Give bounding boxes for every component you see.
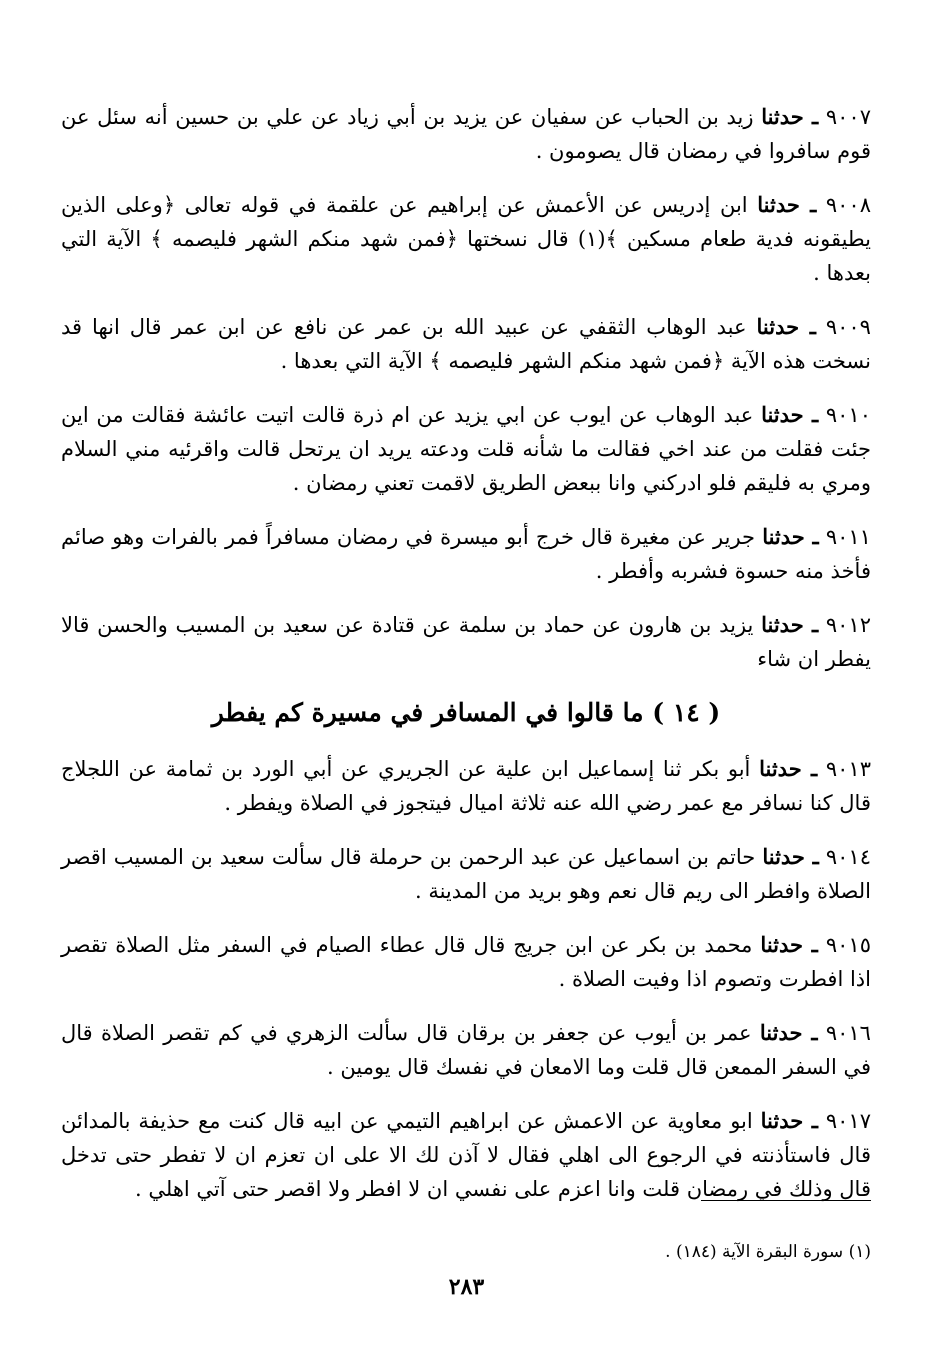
hadith-lead: ـ حدثنا [759,756,818,781]
hadith-9011 [61,520,871,588]
hadith-lead: ـ حدثنا [761,104,819,129]
hadith-number: ٩٠٠٧ [825,105,871,129]
page-number: ٢٨٣ [448,1274,485,1300]
hadith-text: عمر بن أيوب عن جعفر بن برقان قال سألت الزهري في كم تقصر الصلاة قال في السفر الممعن قال قلت وما الامعان في نفسك قال يومين . [61,1021,871,1079]
hadith-number: ٩٠١٦ [825,1021,871,1045]
hadith-9014 [61,840,871,908]
hadith-number: ٩٠١٤ [825,845,871,869]
hadith-text: عبد الوهاب عن ايوب عن ابي يزيد عن ام ذرة قالت اتيت عائشة فقالت من اين جئت فقلت من عند اخي فقالت ما شأنه قلت ودعته يريد ان يرتحل قالت واقرئيه مني السلام ومري به فليقم فلو ادركني وانا ببعض الطريق لاقمت تعني رمضان . [61,403,871,495]
hadith-lead: ـ حدثنا [761,402,819,427]
hadith-text: ابو معاوية عن الاعمش عن ابراهيم التيمي عن ابيه قال كنت مع حذيفة بالمدائن قال فاستأذنته في الرجوع الى اهلي فقال لا آذن لك الا على ان تعزم ان لا تفطر حتى تدخل قال وذلك في رمضان قلت وانا اعزم على نفسي ان لا افطر ولا اقصر حتى آتي اهلي . [61,1109,871,1201]
hadith-lead: ـ حدثنا [762,524,819,549]
hadith-number: ٩٠١٥ [825,933,871,957]
hadith-number: ٩٠١٧ [825,1109,871,1133]
hadith-lead: ـ حدثنا [759,1020,818,1045]
hadith-text: ابن إدريس عن الأعمش عن إبراهيم عن علقمة في قوله تعالى ﴿وعلى الذين يطيقونه فدية طعام مسكين ﴾(١) قال نسختها ﴿فمن شهد منكم الشهر فليصمه ﴾ الآية التي بعدها . [61,193,871,285]
hadith-9013 [61,752,871,820]
hadith-text: حاتم بن اسماعيل عن عبد الرحمن بن حرملة قال سألت سعيد بن المسيب اقصر الصلاة وافطر الى ريم قال نعم وهو بريد من المدينة . [61,845,871,903]
hadith-9009 [61,310,871,378]
hadith-9016 [61,1016,871,1084]
hadith-lead: ـ حدثنا [761,612,819,637]
hadith-text: عبد الوهاب الثقفي عن عبيد الله بن عمر عن نافع عن ابن عمر قال انها قد نسخت هذه الآية ﴿فمن شهد منكم الشهر فليصمه ﴾ الآية التي بعدها . [61,315,871,373]
hadith-9017 [61,1104,871,1206]
hadith-text: يزيد بن هارون عن حماد بن سلمة عن قتادة عن سعيد بن المسيب والحسن قالا يفطر ان شاء [61,613,871,671]
hadith-9012 [61,608,871,676]
hadith-lead: ـ حدثنا [760,932,818,957]
hadith-lead: ـ حدثنا [756,314,816,339]
hadith-text: جرير عن مغيرة قال خرج أبو ميسرة في رمضان مسافراً فمر بالفرات وهو صائم فأخذ منه حسوة فشربه وأفطر . [61,525,871,583]
page-body [61,100,871,1226]
footnote-divider [701,1200,871,1201]
footnote: (١) سورة البقرة الآية (١٨٤) . [665,1242,871,1262]
hadith-number: ٩٠١٣ [825,757,871,781]
hadith-lead: ـ حدثنا [757,192,817,217]
hadith-9010 [61,398,871,500]
hadith-9007 [61,100,871,168]
hadith-lead: ـ حدثنا [760,1108,818,1133]
hadith-number: ٩٠١٠ [825,403,871,427]
hadith-text: زيد بن الحباب عن سفيان عن يزيد بن أبي زياد عن علي بن حسين أنه سئل عن قوم سافروا في رمضان قال يصومون . [61,105,871,163]
hadith-9015 [61,928,871,996]
hadith-number: ٩٠٠٨ [825,193,871,217]
chapter-title: ( ١٤ ) ما قالوا في المسافر في مسيرة كم يفطر [211,698,721,727]
hadith-text: أبو بكر ثنا إسماعيل ابن علية عن الجريري عن أبي الورد بن ثمامة عن اللجلاج قال كنا نسافر مع عمر رضي الله عنه ثلاثة اميال فيتجوز في الصلاة ويفطر . [61,757,871,815]
hadith-text: محمد بن بكر عن ابن جريج قال قال عطاء الصيام في السفر مثل الصلاة تقصر اذا افطرت وتصوم اذا وفيت الصلاة . [61,933,871,991]
hadith-9008 [61,188,871,290]
hadith-number: ٩٠٠٩ [825,315,871,339]
hadith-number: ٩٠١٢ [825,613,871,637]
hadith-number: ٩٠١١ [825,525,871,549]
hadith-lead: ـ حدثنا [762,844,819,869]
